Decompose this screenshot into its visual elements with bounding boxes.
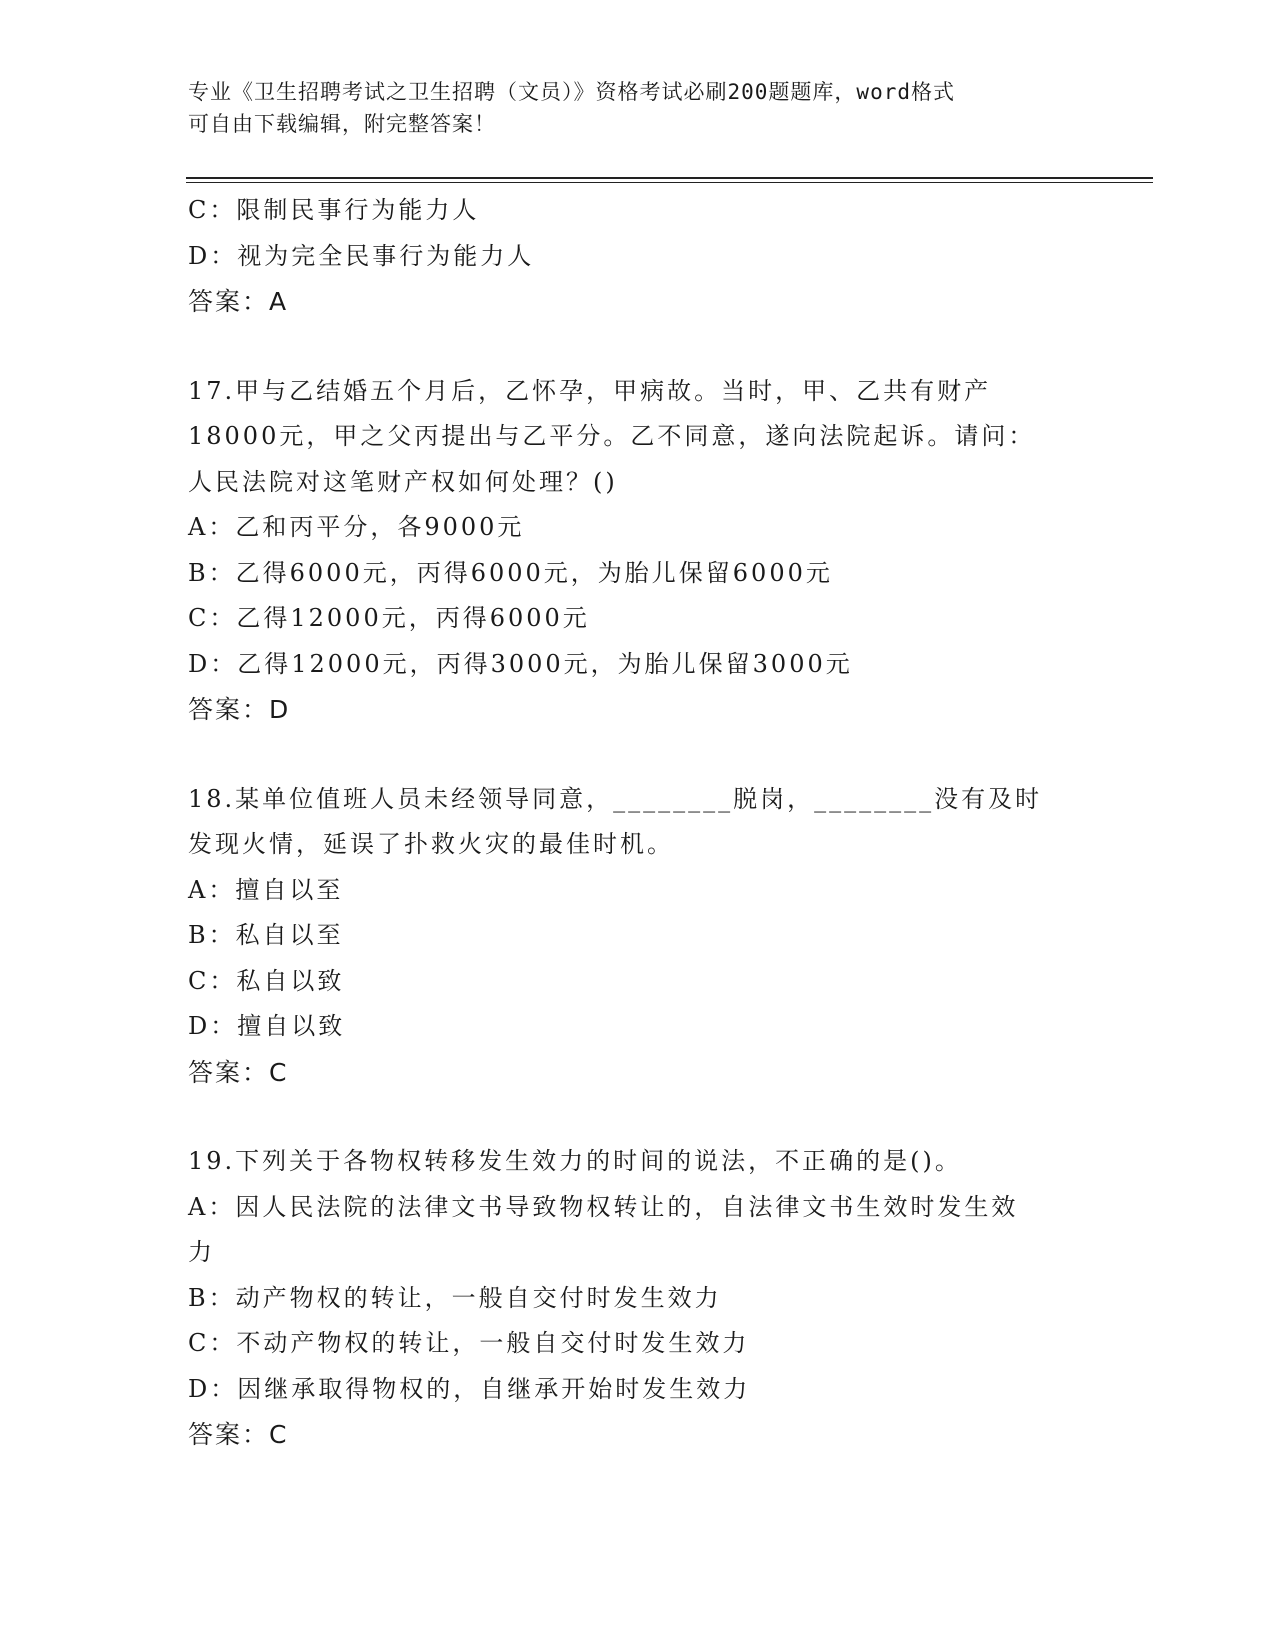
option-c: C：乙得12000元，丙得6000元 <box>188 604 590 632</box>
question-list <box>188 188 1088 1458</box>
option-a: A：乙和丙平分，各9000元 <box>188 513 525 541</box>
option-b: B：私自以至 <box>188 921 344 949</box>
document-header <box>188 76 1088 140</box>
spacer <box>188 1095 1088 1139</box>
option-d: D：乙得12000元，丙得3000元，为胎儿保留3000元 <box>188 649 853 678</box>
header-divider-thick <box>186 177 1153 179</box>
spacer <box>188 733 1088 777</box>
option-d: D：因继承取得物权的，自继承开始时发生效力 <box>188 1374 751 1403</box>
answer-line: 答案：C <box>188 1420 289 1449</box>
answer-line: 答案：D <box>188 695 291 724</box>
spacer <box>188 325 1088 369</box>
option-d: D：擅自以致 <box>188 1012 346 1040</box>
question-18 <box>188 777 1088 1096</box>
question-stem-line: 人民法院对这笔财产权如何处理？() <box>188 467 618 496</box>
answer-line: 答案：A <box>188 287 289 316</box>
option-a-continued: 力 <box>188 1238 215 1266</box>
question-19 <box>188 1139 1088 1458</box>
option-c: C：不动产物权的转让，一般自交付时发生效力 <box>188 1329 750 1357</box>
question-stem-line: 18.某单位值班人员未经领导同意，________脱岗，________没有及时 <box>188 784 1043 813</box>
option-d: D：视为完全民事行为能力人 <box>188 241 535 270</box>
header-title-line-2: 可自由下载编辑，附完整答案！ <box>188 112 496 136</box>
question-stem-line: 18000元，甲之父丙提出与乙平分。乙不同意，遂向法院起诉。请问： <box>188 422 1036 450</box>
option-b: B：动产物权的转让，一般自交付时发生效力 <box>188 1283 722 1312</box>
previous-question-tail <box>188 188 1088 325</box>
option-a: A：擅自以至 <box>188 875 344 904</box>
question-stem-line: 发现火情，延误了扑救火灾的最佳时机。 <box>188 830 674 858</box>
option-c: C：限制民事行为能力人 <box>188 196 480 224</box>
option-c: C：私自以致 <box>188 966 345 995</box>
header-title-line-1: 专业《卫生招聘考试之卫生招聘（文员）》资格考试必刷200题题库，word格式 <box>188 80 955 104</box>
question-stem-line: 17.甲与乙结婚五个月后，乙怀孕，甲病故。当时，甲、乙共有财产 <box>188 376 992 405</box>
answer-line: 答案：C <box>188 1057 289 1087</box>
option-b: B：乙得6000元，丙得6000元，为胎儿保留6000元 <box>188 558 833 587</box>
header-divider-thin <box>186 182 1153 183</box>
question-stem-line: 19.下列关于各物权转移发生效力的时间的说法，不正确的是()。 <box>188 1147 962 1175</box>
question-17 <box>188 369 1088 733</box>
option-a: A：因人民法院的法律文书导致物权转让的，自法律文书生效时发生效 <box>188 1192 1019 1221</box>
